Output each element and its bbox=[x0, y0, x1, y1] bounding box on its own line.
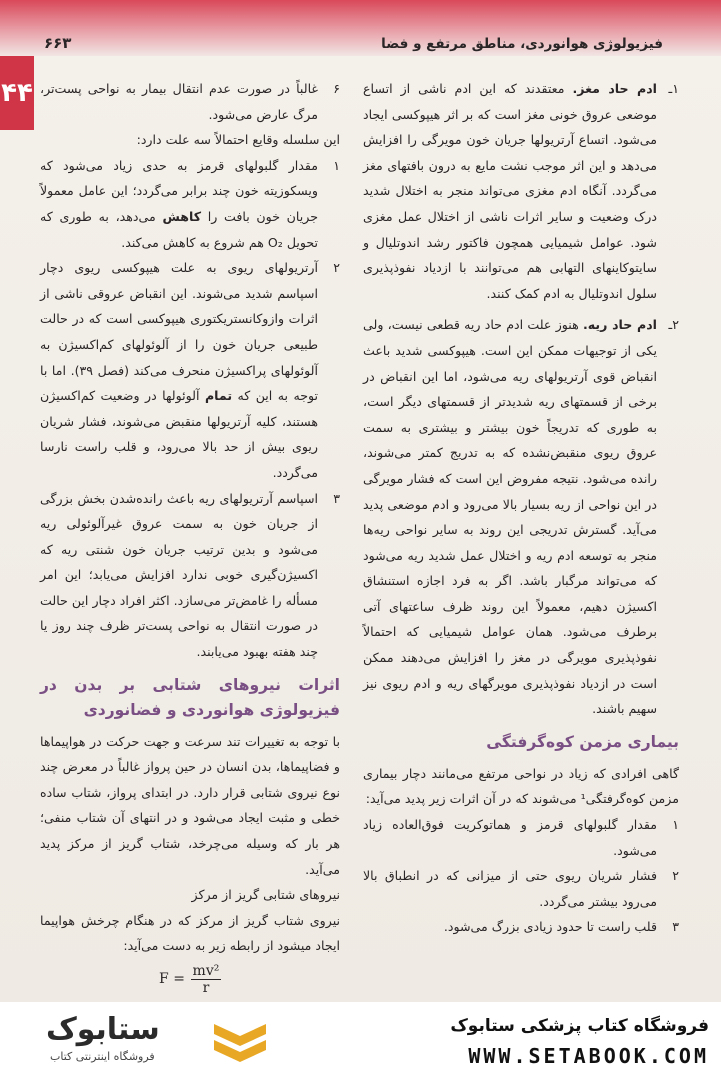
item-text: قلب راست تا حدود زیادی بزرگ می‌شود. bbox=[443, 919, 657, 935]
item-number: ۶ bbox=[333, 81, 340, 96]
subsection-heading: نیروهای شتابی گریز از مرکز bbox=[191, 887, 340, 903]
item-text: اسپاسم آرتریولهای ریه باعث رانده‌شدن بخش بزرگی از جریان خون به سمت عروق غیرآلوئولی ریه می‌شود و بدین ترتیب جریان خون شنتی ریه که اکسیژن‌گیری خوبی ندارد افزایش می‌یابد؛ این امر مسأله را غامض‌تر می‌سازد. اکثر افراد دچار این حالت در صورت انتقال به نواحی پست‌تر ظرف چند روز یا چند هفته بهبود می‌یابند. bbox=[40, 490, 318, 660]
paragraph: این سلسله وقایع احتمالاً سه علت دارد: bbox=[136, 132, 340, 148]
list-item bbox=[40, 76, 340, 127]
item-body bbox=[40, 153, 318, 255]
formula bbox=[40, 963, 340, 996]
item-body bbox=[40, 486, 318, 665]
item-text: می‌دهد، به طوری که تحویل O₂ هم شروع به کاهش می‌کند. bbox=[40, 208, 318, 250]
list-item bbox=[363, 914, 679, 940]
item-number: ۲ bbox=[333, 260, 340, 276]
item-text: معتقدند که این ادم ناشی از اتساع موضعی عروق خونی مغز است که بر اثر هیپوکسی ایجاد می‌شود. اتساع آرتریولها جریان خون مویرگی را افزایش می‌دهد و این اثر موجب نشت مایع به درون بافتهای مغز می‌گردد. آنگاه ادم مغزی می‌تواند منجر به اختلال شدید درک وضعیت و سایر اثرات ناشی از اختلال عمل مغزی شود. عوامل شیمیایی همچون فاکتور رشد اندوتلیال و سایتوکاینهای التهابی هم می‌توانند با ازدیاد نفوذپذیری سلول اندوتلیال به ادم کمک کنند. bbox=[363, 81, 657, 301]
list-item bbox=[363, 312, 679, 722]
item-text: غالباً در صورت عدم انتقال بیمار به نواحی پست‌تر، مرگ عارض می‌شود. bbox=[40, 81, 318, 122]
item-text: آلوئولها در وضعیت کم‌اکسیژن هستند، کلیه آرتریولها منقبض می‌شوند، فشار شریان ریوی بیش از حد بالا می‌رود، و قلب راست نارسا می‌گردد. bbox=[40, 388, 318, 480]
item-text: مقدار گلبولهای قرمز به حدی زیاد می‌شود که ویسکوزیته خون چند برابر می‌گردد؛ این عامل معمولاً جریان خون بافت را bbox=[40, 157, 318, 224]
emphasis: تمام bbox=[204, 388, 233, 404]
shop-name: فروشگاه کتاب پزشکی ستابوک bbox=[450, 1016, 709, 1036]
item-text: مقدار گلبولهای قرمز و هماتوکریت فوق‌العاده زیاد می‌شود. bbox=[363, 817, 657, 858]
item-number: ۲ـ bbox=[668, 317, 679, 333]
brand-logo[interactable] bbox=[10, 1008, 280, 1072]
running-title: فیزیولوژی هوانوردی، مناطق مرتفع و فضا bbox=[381, 36, 663, 52]
paragraph: با توجه به تغییرات تند سرعت و جهت حرکت در هواپیماها و فضاپیماها، بدن انسان در حین پرواز غالباً در معرض چند نوع نیروی شتابی قرار دارد. در ابتدای پرواز، شتاب ساده خطی و مثبت ایجاد می‌شود و در انتهای آن شتاب منفی؛ هر بار که وسیله می‌چرخد، شتاب گریز از مرکز پدید می‌آید. bbox=[40, 733, 340, 877]
item-body bbox=[363, 76, 657, 306]
left-column bbox=[40, 76, 340, 996]
list-item bbox=[40, 486, 340, 665]
list-item bbox=[40, 255, 340, 485]
item-lead: ادم حاد مغز. bbox=[572, 81, 657, 96]
item-number: ۳ bbox=[333, 490, 340, 506]
list-item bbox=[40, 153, 340, 255]
formula-fraction bbox=[191, 963, 221, 996]
formula-lhs: F = bbox=[159, 970, 185, 987]
item-number: ۱ bbox=[672, 817, 679, 833]
list-item bbox=[363, 863, 679, 914]
item-number: ۳ bbox=[672, 919, 679, 935]
chapter-tab: ۴۴ bbox=[0, 56, 34, 130]
item-number: ۱ bbox=[333, 157, 340, 173]
right-column bbox=[363, 76, 679, 940]
item-text: فشار شریان ریوی حتی از میزانی که در انطباق بالا می‌رود بیشتر می‌گردد. bbox=[363, 868, 657, 909]
logo-text: ستابوک bbox=[46, 1012, 160, 1047]
logo-subtitle: فروشگاه اینترنتی کتاب bbox=[50, 1050, 155, 1063]
shop-url-link[interactable]: WWW.SETABOOK.COM bbox=[468, 1044, 709, 1068]
item-text: هنوز علت ادم حاد ریه قطعی نیست، ولی یکی از توجیهات ممکن این است. هیپوکسی شدید باعث انقباض قوی آرتریولهای ریه می‌شود، اما این انقباض در برخی از قسمتهای ریه شدیدتر از قسمتهای دیگر است، به طوری که تدریجاً خون بیشتر و بیشتری به سمت عروق ریوی منقبض‌نشده که به تدریج کمتر می‌شوند، رانده می‌شود. نتیجه مفروض این است که فشار مویرگی در این نواحی از ریه بسیار بالا می‌رود و ادم موضعی پدید می‌آید. گسترش تدریجی این روند به سایر نواحی ریه‌ها منجر به توسعه ادم ریه و اختلال عمل شدید ریه می‌شود که می‌تواند مرگبار باشد. اگر به فرد اجازه استنشاق اکسیژن دهیم، معمولاً این روند ظرف ساعتهای آتی برطرف می‌شود. همان عوامل شیمیایی که احتمالاً نفوذپذیری مویرگی در مغز را افزایش می‌دهند ممکن است در ازدیاد نفوذپذیری مویرگهای ریه و ادم ریوی نیز سهیم باشند. bbox=[363, 317, 657, 717]
chevron-logo-icon bbox=[210, 1016, 270, 1064]
item-number: ۲ bbox=[672, 868, 679, 884]
item-body bbox=[40, 255, 318, 485]
page-number: ۶۶۳ bbox=[44, 34, 72, 52]
formula-denominator: r bbox=[202, 980, 210, 996]
item-body bbox=[363, 312, 657, 722]
paragraph: گاهی افرادی که زیاد در نواحی مرتفع می‌مانند دچار بیماری مزمن کوه‌گرفتگی¹ می‌شوند که در آن اثرات زیر پدید می‌آید: bbox=[363, 765, 679, 807]
emphasis: کاهش bbox=[162, 208, 202, 224]
list-item bbox=[363, 812, 679, 863]
section-heading: بیماری مزمن کوه‌گرفتگی bbox=[486, 732, 679, 751]
list-item bbox=[363, 76, 679, 306]
section-heading: اثرات نیروهای شتابی بر بدن در فیزیولوژی هوانوردی و فضانوردی bbox=[40, 675, 340, 719]
item-number: ۱ـ bbox=[668, 81, 679, 96]
item-text: آرتریولهای ریوی به علت هیپوکسی ریوی دچار اسپاسم شدید می‌شوند. این انقباض عروقی ناشی از اثرات وازوکانستریکتوری هیپوکسی است که در حالت طبیعی جریان خون را از آلوئولهای کم‌اکسیژن به آلوئولهای پراکسیژن منحرف می‌کند (فصل ۳۹). اما با توجه به این که bbox=[40, 260, 319, 404]
item-lead: ادم حاد ریه. bbox=[583, 317, 657, 333]
paragraph: نیروی شتاب گریز از مرکز که در هنگام چرخش هواپیما ایجاد میشود از رابطه زیر به دست می‌آید: bbox=[40, 912, 340, 954]
formula-numerator: mv² bbox=[192, 963, 220, 979]
